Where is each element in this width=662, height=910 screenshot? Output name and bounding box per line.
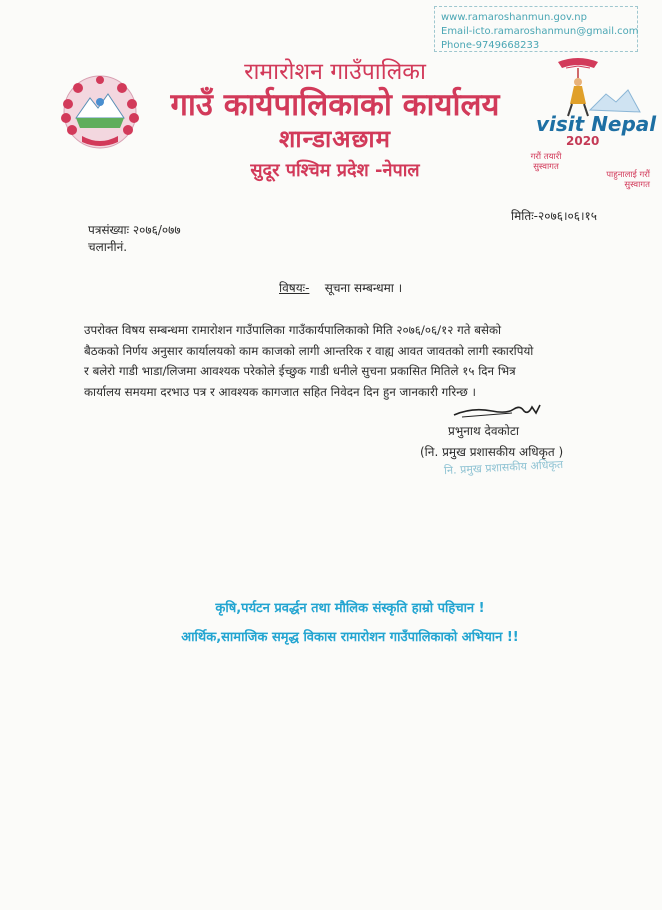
letter-body: [84, 320, 624, 402]
contact-box: [434, 6, 638, 52]
subject-line: [279, 279, 402, 296]
signer-name: प्रभुनाथ देवकोटा: [448, 424, 520, 438]
nepal-emblem-icon: [56, 70, 144, 152]
body-line: बैठकको निर्णय अनुसार कार्यालयको काम काजको लागी आन्तरिक र वाह्य आवत जावतको लागी स्कारपियो: [84, 343, 534, 358]
district-name: शान्डाअछाम: [279, 125, 391, 153]
subject-label: विषयः-: [279, 281, 310, 295]
phone-text: Phone-9749668233: [441, 40, 540, 51]
email-text[interactable]: Email-icto.ramaroshanmun@gmail.com: [441, 26, 639, 37]
nepal-word: Nepal: [591, 112, 657, 136]
visit-nepal-year: 2020: [566, 134, 600, 148]
subject-text: सूचना सम्बन्धमा ।: [324, 281, 403, 295]
motto-line-2: आर्थिक,सामाजिक समृद्ध विकास रामारोशन गाउँपालिकाको अभियान !!: [181, 630, 519, 645]
motto-line-1: कृषि,पर्यटन प्रवर्द्धन तथा मौलिक संस्कृति हाम्रो पहिचान !: [215, 601, 485, 616]
body-line: कार्यालय समयमा दरभाउ पत्र र आवश्यक कागजात सहित निवेदन दिन हुन जानकारी गरिन्छ ।: [84, 384, 477, 399]
letter-date: मितिः-२०७६।०६।१५: [511, 209, 598, 223]
reference-number: पत्रसंख्याः २०७६/०७७: [88, 223, 181, 237]
website-text[interactable]: www.ramaroshanmun.gov.np: [441, 12, 587, 23]
signer-title: (नि. प्रमुख प्रशासकीय अधिकृत ): [420, 445, 564, 459]
signature-icon: [452, 401, 542, 421]
body-line: र बलेरो गाडी भाडा/लिजमा आवश्यक परेकोले ईच्छुक गाडी धनीले सुचना प्रकासित मितिले १५ दिन भित्र: [84, 364, 516, 378]
visit-word: visit: [536, 112, 585, 136]
visit-nepal-text: [536, 112, 656, 136]
slogan-right: पाहुनालाई गरौं सुस्वागत: [606, 170, 650, 190]
province-name: सुदूर पश्चिम प्रदेश -नेपाल: [250, 160, 420, 181]
municipality-name: रामारोशन गाउँपालिका: [244, 59, 426, 85]
office-title: गाउँ कार्यपालिकाको कार्यालय: [170, 87, 500, 123]
dispatch-number: चलानीनं.: [88, 240, 128, 254]
slogan-left: गरौं तयारी सुस्वागत: [530, 152, 562, 172]
official-stamp: नि. प्रमुख प्रशासकीय अधिकृत: [443, 457, 564, 478]
body-line: उपरोक्त विषय सम्बन्धमा रामारोशन गाउँपालिका गाउँकार्यपालिकाको मिति २०७६/०६/१२ गते बसेको: [84, 323, 502, 337]
